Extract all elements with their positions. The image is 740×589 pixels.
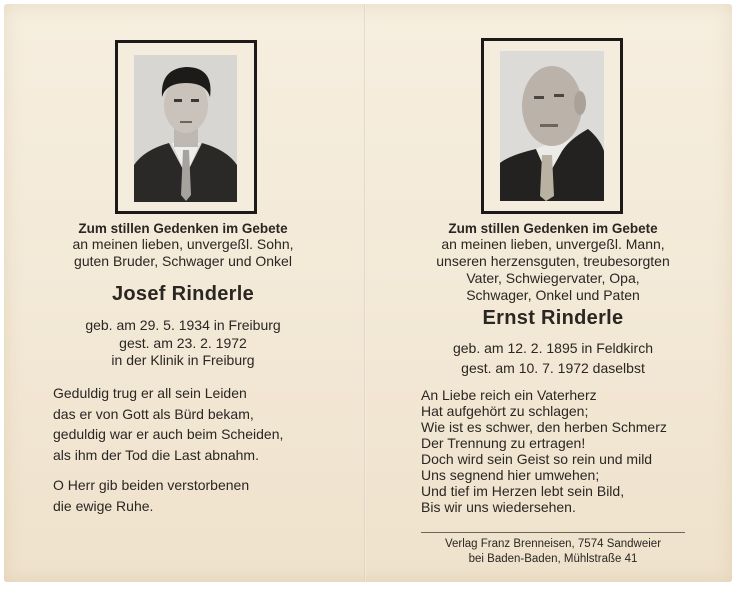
left-panel (0, 0, 366, 589)
publisher-line: Verlag Franz Brenneisen, 7574 Sandweier (444, 538, 662, 550)
dedication-line: Vater, Schwiegervater, Opa, (466, 270, 640, 286)
deceased-name-josef: Josef Rinderle (111, 283, 255, 305)
birth-date: geb. am 29. 5. 1934 in Freiburg (85, 317, 281, 333)
dedication-block-right (366, 221, 740, 304)
death-place: in der Klinik in Freiburg (111, 352, 255, 368)
divider-rule (421, 532, 685, 533)
verse-line: An Liebe reich ein Vaterherz (421, 387, 597, 403)
prayer-left (53, 475, 249, 516)
verse-line: Hat aufgehört zu schlagen; (421, 403, 589, 419)
prayer-line: O Herr gib beiden verstorbenen (53, 477, 250, 493)
portrait-icon (134, 55, 237, 202)
dedication-line: Schwager, Onkel und Paten (466, 287, 640, 303)
portrait-photo-josef (134, 55, 237, 202)
dates-block-right (366, 338, 740, 378)
dedication-line: an meinen lieben, unvergeßl. Sohn, (72, 236, 294, 252)
verse-line: als ihm der Tod die Last abnahm. (53, 446, 259, 463)
publisher-block (416, 537, 690, 567)
deceased-name-ernst: Ernst Rinderle (482, 307, 624, 329)
portrait-icon (500, 51, 604, 201)
name-left (0, 283, 366, 306)
verse-line: Bis wir uns wiedersehen. (421, 499, 576, 515)
verse-line: Uns segnend hier umwehen; (421, 467, 600, 483)
dedication-block-left (0, 221, 366, 270)
right-panel (366, 0, 740, 589)
name-right (366, 307, 740, 330)
death-date: gest. am 23. 2. 1972 (119, 335, 247, 351)
dedication-line: an meinen lieben, unvergeßl. Mann, (441, 236, 665, 252)
dates-block-left (0, 315, 366, 369)
verse-line: geduldig war er auch beim Scheiden, (53, 426, 284, 442)
verse-right (421, 387, 667, 515)
verse-left (53, 383, 283, 465)
verse-line: das er von Gott als Bürd bekam, (53, 405, 254, 422)
death-date: gest. am 10. 7. 1972 daselbst (461, 360, 645, 376)
prayer-line: die ewige Ruhe. (53, 497, 154, 514)
birth-date: geb. am 12. 2. 1895 in Feldkirch (452, 340, 653, 356)
portrait-photo-ernst (500, 51, 604, 201)
verse-line: Wie ist es schwer, den herben Schmerz (421, 419, 667, 435)
verse-line: Und tief im Herzen lebt sein Bild, (421, 483, 625, 499)
verse-line: Doch wird sein Geist so rein und mild (421, 451, 653, 467)
publisher-line: bei Baden-Baden, Mühlstraße 41 (468, 553, 638, 565)
verse-line: Geduldig trug er all sein Leiden (53, 385, 247, 401)
heading-right: Zum stillen Gedenken im Gebete (448, 221, 658, 236)
dedication-line: guten Bruder, Schwager und Onkel (74, 253, 292, 269)
heading-left: Zum stillen Gedenken im Gebete (78, 221, 288, 236)
dedication-line: unseren herzensguten, treubesorgten (436, 253, 670, 269)
verse-line: Der Trennung zu ertragen! (421, 435, 586, 451)
